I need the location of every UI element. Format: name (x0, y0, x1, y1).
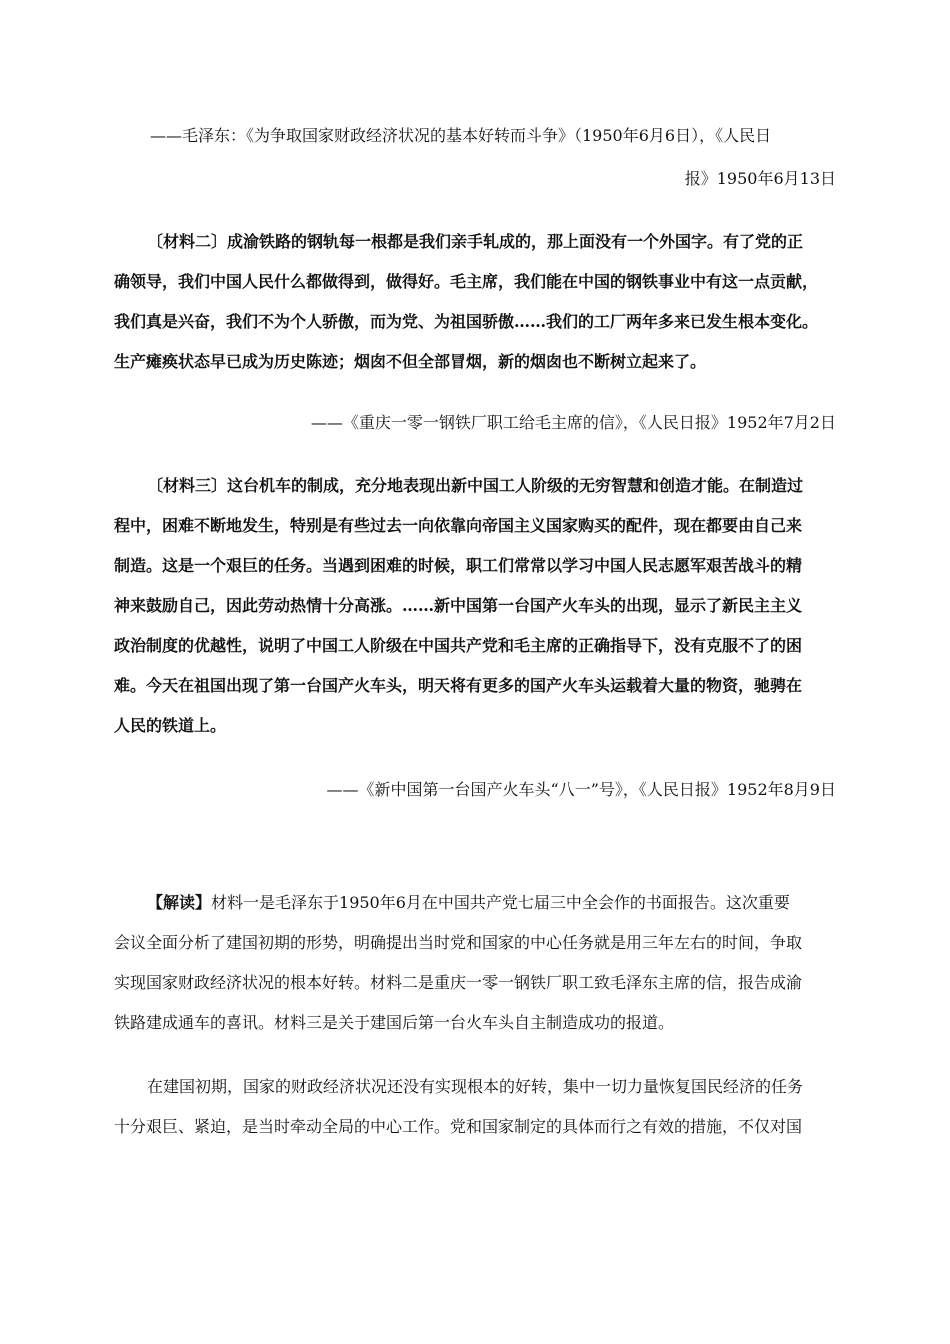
material3-line: 人民的铁道上。 (114, 716, 227, 735)
material3-source: ——《新中国第一台国产火车头“八一”号》，《人民日报》1952年8月9日 (326, 780, 836, 799)
interpretation-first-line (147, 893, 836, 913)
material2-line: 确领导，我们中国人民什么都做得到，做得好。毛主席，我们能在中国的钢铁事业中有这一点贡献， (114, 272, 819, 291)
interpretation-line: 铁路建成通车的喜讯。材料三是关于建国后第一台火车头自主制造成功的报道。 (114, 1013, 675, 1032)
interpretation-first-text: 材料一是毛泽东于1950年6月在中国共产党七届三中全会作的书面报告。这次重要 (211, 893, 790, 912)
material3-line: 神来鼓励自己，因此劳动热情十分高涨。……新中国第一台国产火车头的出现，显示了新民主主义 (114, 596, 803, 615)
material3-line: 〔材料三〕这台机车的制成，充分地表现出新中国工人阶级的无穷智慧和创造才能。在制造过 (147, 476, 804, 495)
material3-line: 程中，困难不断地发生，特别是有些过去一向依靠向帝国主义国家购买的配件，现在都要由自己来 (114, 516, 803, 535)
interpretation-line: 实现国家财政经济状况的根本好转。材料二是重庆一零一钢铁厂职工致毛泽东主席的信，报告成渝 (114, 973, 803, 992)
material1-source-line1: ——毛泽东：《为争取国家财政经济状况的基本好转而斗争》（1950年6月6日），《人民日 (150, 126, 772, 145)
interpretation-line: 会议全面分析了建国初期的形势，明确提出当时党和国家的中心任务就是用三年左右的时间，争取 (114, 933, 803, 952)
interpretation-label: 【解读】 (147, 893, 212, 912)
material2-line: 我们真是兴奋，我们不为个人骄傲，而为党、为祖国骄傲……我们的工厂两年多来已发生根本变化。 (114, 312, 819, 331)
material2-line: 生产瘫痪状态早已成为历史陈迹；烟囱不但全部冒烟，新的烟囱也不断树立起来了。 (114, 352, 707, 371)
material3-line: 难。今天在祖国出现了第一台国产火车头，明天将有更多的国产火车头运载着大量的物资，驰骋在 (114, 676, 803, 695)
paragraph2-line: 十分艰巨、紧迫，是当时牵动全局的中心工作。党和国家制定的具体而行之有效的措施，不仅对国 (114, 1117, 803, 1136)
material3-line: 制造。这是一个艰巨的任务。当遇到困难的时候，职工们常常以学习中国人民志愿军艰苦战斗的精 (114, 556, 803, 575)
material1-source-line2: 报》1950年6月13日 (684, 169, 836, 188)
material2-line: 〔材料二〕成渝铁路的钢轨每一根都是我们亲手轧成的，那上面没有一个外国字。有了党的正 (147, 232, 804, 251)
material3-line: 政治制度的优越性，说明了中国工人阶级在中国共产党和毛主席的正确指导下，没有克服不了的困 (114, 636, 803, 655)
paragraph2-line: 在建国初期，国家的财政经济状况还没有实现根本的好转，集中一切力量恢复国民经济的任务 (147, 1077, 804, 1096)
material2-source: ——《重庆一零一钢铁厂职工给毛主席的信》，《人民日报》1952年7月2日 (310, 413, 836, 432)
